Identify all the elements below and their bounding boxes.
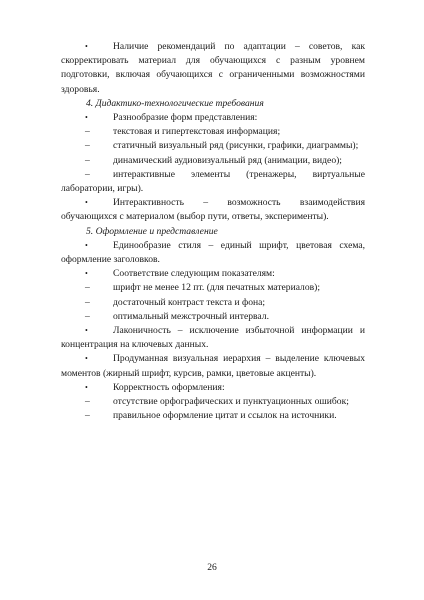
list-item [61, 111, 365, 125]
list-subitem [61, 310, 365, 324]
list-subitem [61, 139, 365, 153]
page-number: 26 [207, 562, 217, 573]
list-item [61, 381, 365, 395]
page-content [61, 40, 365, 423]
bullet-marker: • [85, 240, 88, 250]
list-subitem [61, 154, 365, 168]
section-heading: 5. Оформление и представление [86, 225, 218, 237]
dash-marker: – [85, 310, 90, 322]
bullet-marker: • [85, 326, 88, 336]
list-subitem-text: достаточный контраст текста и фона; [113, 296, 266, 308]
section-heading: 4. Дидактико-технологические требования [86, 97, 264, 109]
list-subitem-text: текстовая и гипертекстовая информация; [113, 126, 281, 138]
list-item [61, 267, 365, 281]
dash-marker: – [85, 282, 90, 294]
list-item [61, 352, 365, 380]
list-item [61, 40, 365, 97]
list-subitem [61, 296, 365, 310]
bullet-marker: • [85, 42, 88, 51]
list-subitem [61, 281, 365, 295]
bullet-marker: • [85, 382, 88, 392]
list-subitem [61, 395, 365, 409]
list-item-text: Лаконичность – исключение избыточной информации и концентрация на ключевых данных. [61, 325, 365, 351]
list-subitem-text: статичный визуальный ряд (рисунки, графики, диаграммы); [113, 140, 359, 152]
list-subitem-text: правильное оформление цитат и ссылок на источники. [113, 410, 337, 422]
dash-marker: – [85, 126, 90, 138]
dash-marker: – [85, 396, 90, 408]
list-item-text: Наличие рекомендаций по адаптации – советов, как скорректировать материал для обучающихся с разным уровнем подготовки, включая обучающихся с ограниченными возможностями здоровья. [61, 41, 365, 95]
list-item-text: Продуманная визуальная иерархия – выделение ключевых моментов (жирный шрифт, курсив, рамки, цветовые акценты). [61, 353, 365, 379]
dash-marker: – [85, 410, 90, 422]
bullet-marker: • [85, 269, 88, 279]
list-item-text: Разнообразие форм представления: [113, 112, 258, 124]
list-subitem-text: оптимальный межстрочный интервал. [113, 310, 269, 322]
dash-marker: – [85, 140, 90, 152]
dash-marker: – [85, 168, 90, 180]
list-item-text: Интерактивность – возможность взаимодействия обучающихся с материалом (выбор пути, ответы, эксперименты). [61, 197, 365, 223]
list-item [61, 239, 365, 267]
dash-marker: – [85, 154, 90, 166]
list-item [61, 196, 365, 224]
bullet-marker: • [85, 198, 88, 208]
list-subitem-text: отсутствие орфографических и пунктуационных ошибок; [113, 396, 349, 408]
list-subitem-text: интерактивные элементы (тренажеры, виртуальные лаборатории, игры). [61, 168, 365, 195]
list-subitem-text: шрифт не менее 12 пт. (для печатных материалов); [113, 282, 321, 294]
list-item-text: Корректность оформления: [113, 381, 225, 393]
list-subitem [61, 168, 365, 196]
bullet-marker: • [85, 113, 88, 123]
list-subitem [61, 409, 365, 423]
dash-marker: – [85, 296, 90, 308]
list-subitem [61, 125, 365, 139]
list-item [61, 324, 365, 352]
list-item-text: Единообразие стиля – единый шрифт, цветовая схема, оформление заголовков. [61, 239, 365, 266]
list-subitem-text: динамический аудиовизуальный ряд (анимации, видео); [113, 154, 342, 166]
list-item-text: Соответствие следующим показателям: [113, 268, 275, 280]
bullet-marker: • [85, 354, 88, 364]
